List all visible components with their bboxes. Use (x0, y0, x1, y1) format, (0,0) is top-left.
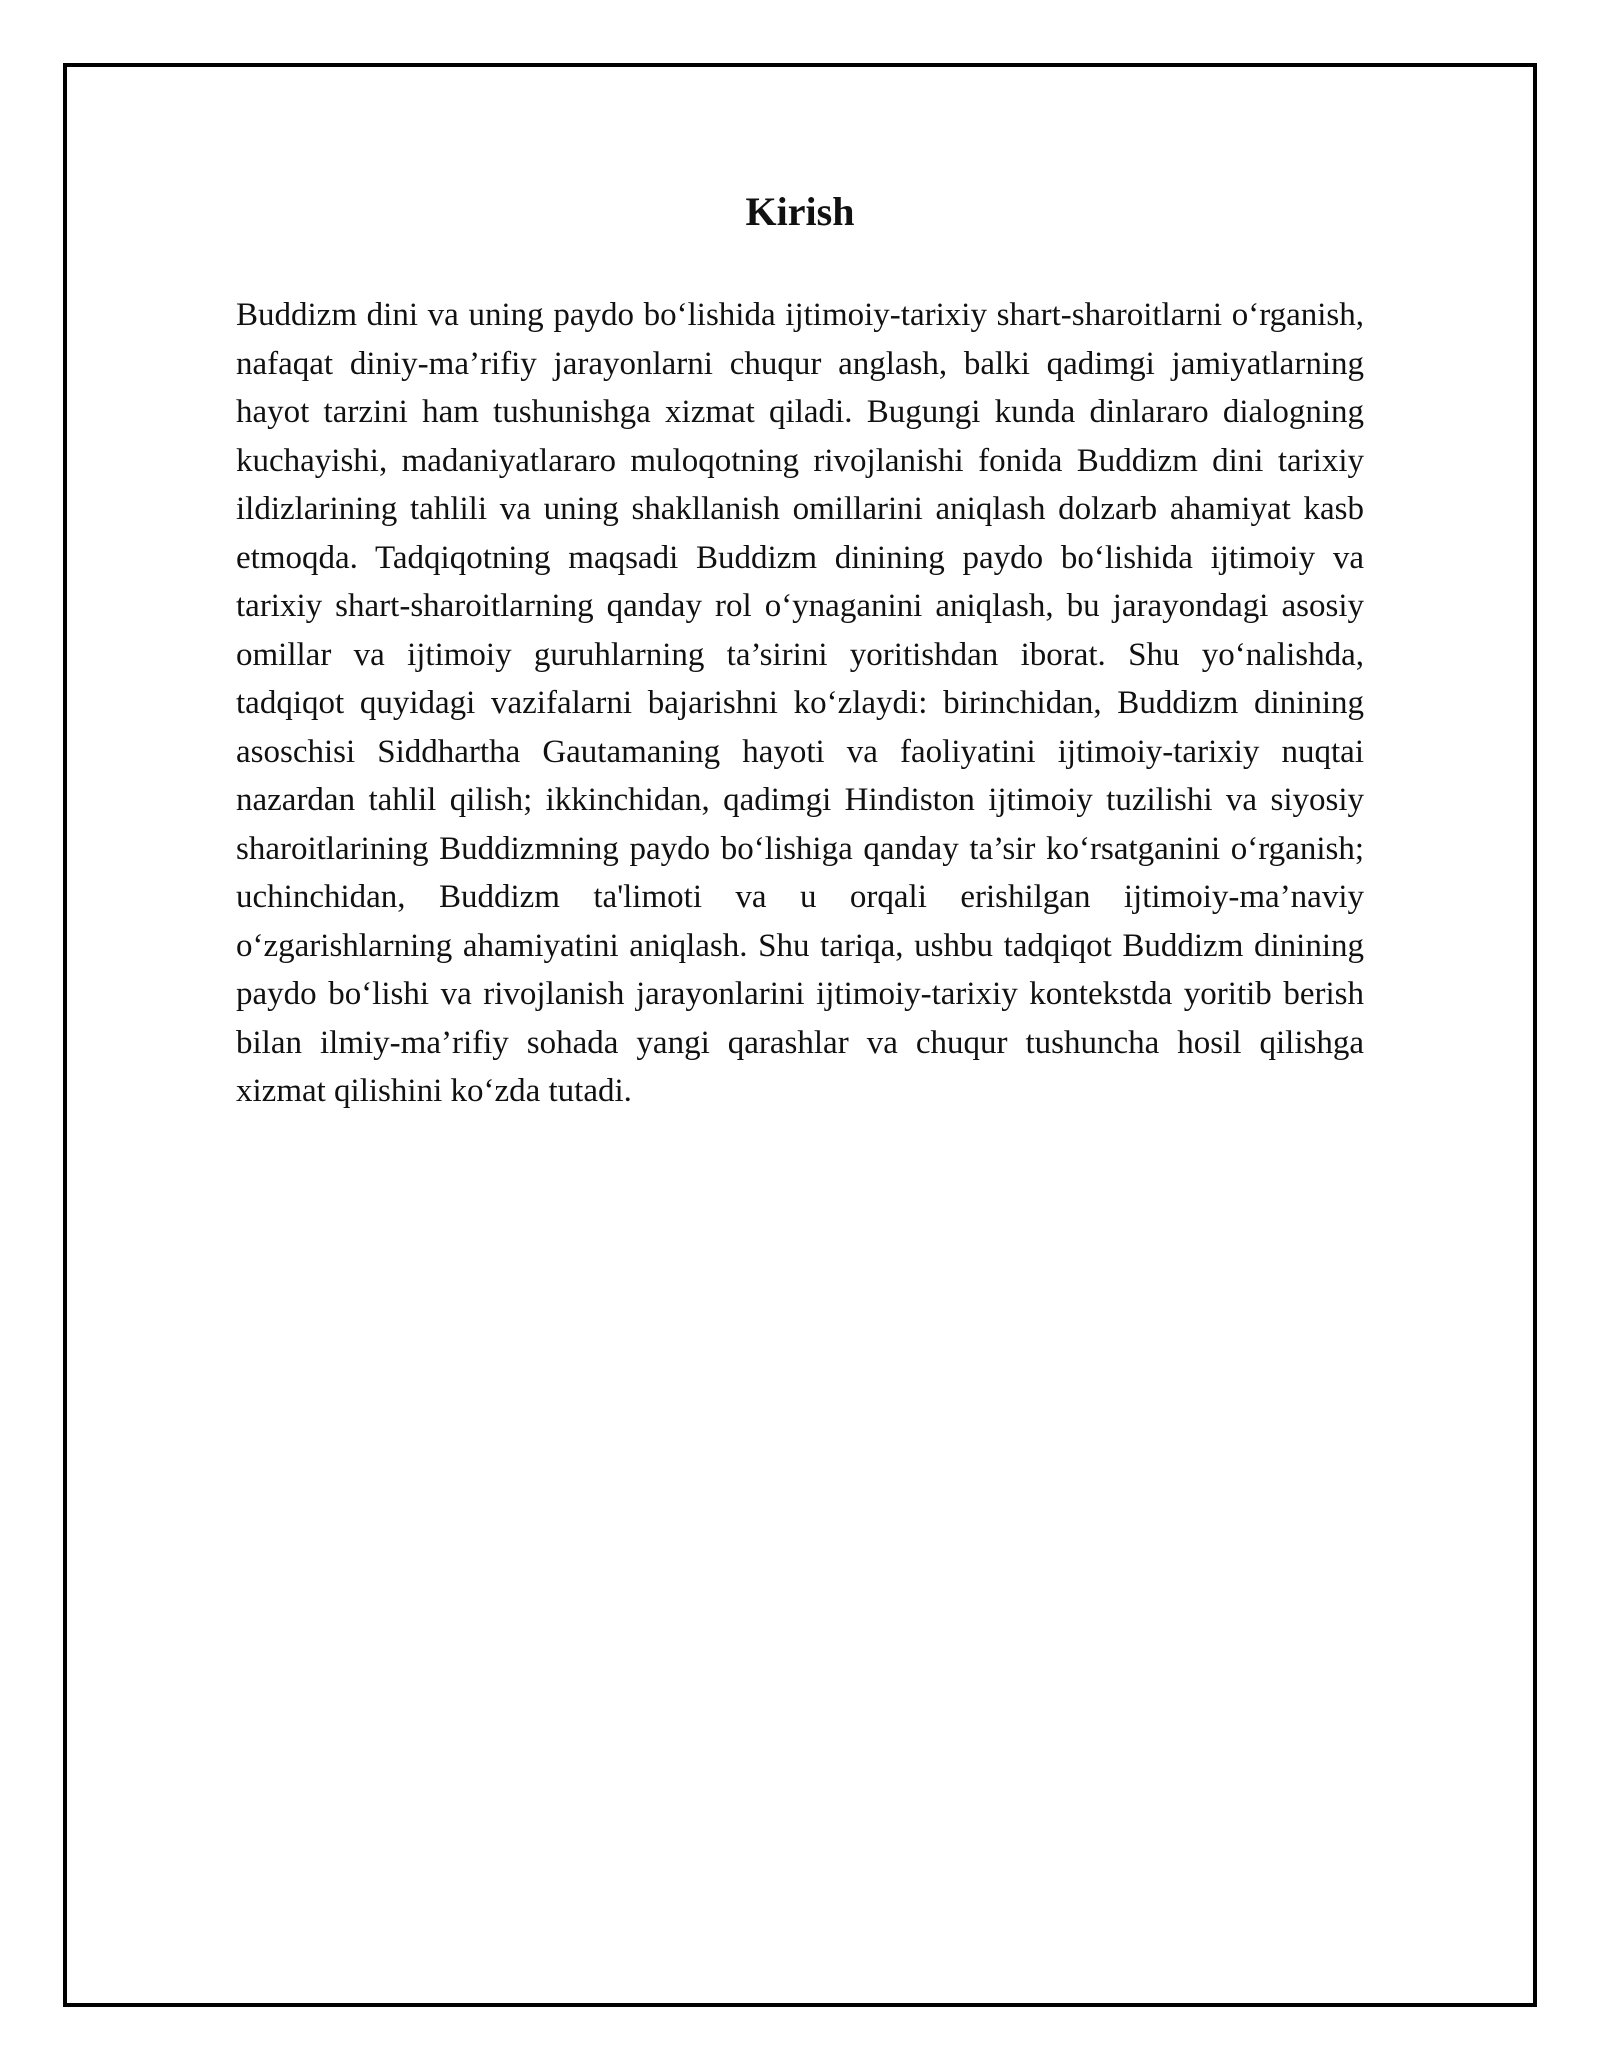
body-paragraph: Buddizm dini va uning paydo bo‘lishida ijtimoiy-tarixiy shart-sharoitlarni o‘rganish, nafaqat diniy-ma’rifiy jarayonlarni chuqur anglash, balki qadimgi jamiyatlarning hayot tarzini ham tushunishga xizmat qiladi. Bugungi kunda dinlararo dialogning kuchayishi, madaniyatlararo muloqotning rivojlanishi fonida Buddizm dini tarixiy ildizlarining tahlili va uning shakllanish omillarini aniqlash dolzarb ahamiyat kasb etmoqda. Tadqiqotning maqsadi Buddizm dinining paydo bo‘lishida ijtimoiy va tarixiy shart-sharoitlarning qanday rol o‘ynaganini aniqlash, bu jarayondagi asosiy omillar va ijtimoiy guruhlarning ta’sirini yoritishdan iborat. Shu yo‘nalishda, tadqiqot quyidagi vazifalarni bajarishni ko‘zlaydi: birinchidan, Buddizm dinining asoschisi Siddhartha Gautamaning hayoti va faoliyatini ijtimoiy-tarixiy nuqtai nazardan tahlil qilish; ikkinchidan, qadimgi Hindiston ijtimoiy tuzilishi va siyosiy sharoitlarining Buddizmning paydo bo‘lishiga qanday ta’sir ko‘rsatganini o‘rganish; uchinchidan, Buddizm ta'limoti va u orqali erishilgan ijtimoiy-ma’naviy o‘zgarishlarning ahamiyatini aniqlash. Shu tariqa, ushbu tadqiqot Buddizm dinining paydo bo‘lishi va rivojlanish jarayonlarini ijtimoiy-tarixiy kontekstda yoritib berish bilan ilmiy-ma’rifiy sohada yangi qarashlar va chuqur tushuncha hosil qilishga xizmat qilishini ko‘zda tutadi. (236, 297, 1364, 1109)
page-title: Kirish (745, 189, 855, 234)
